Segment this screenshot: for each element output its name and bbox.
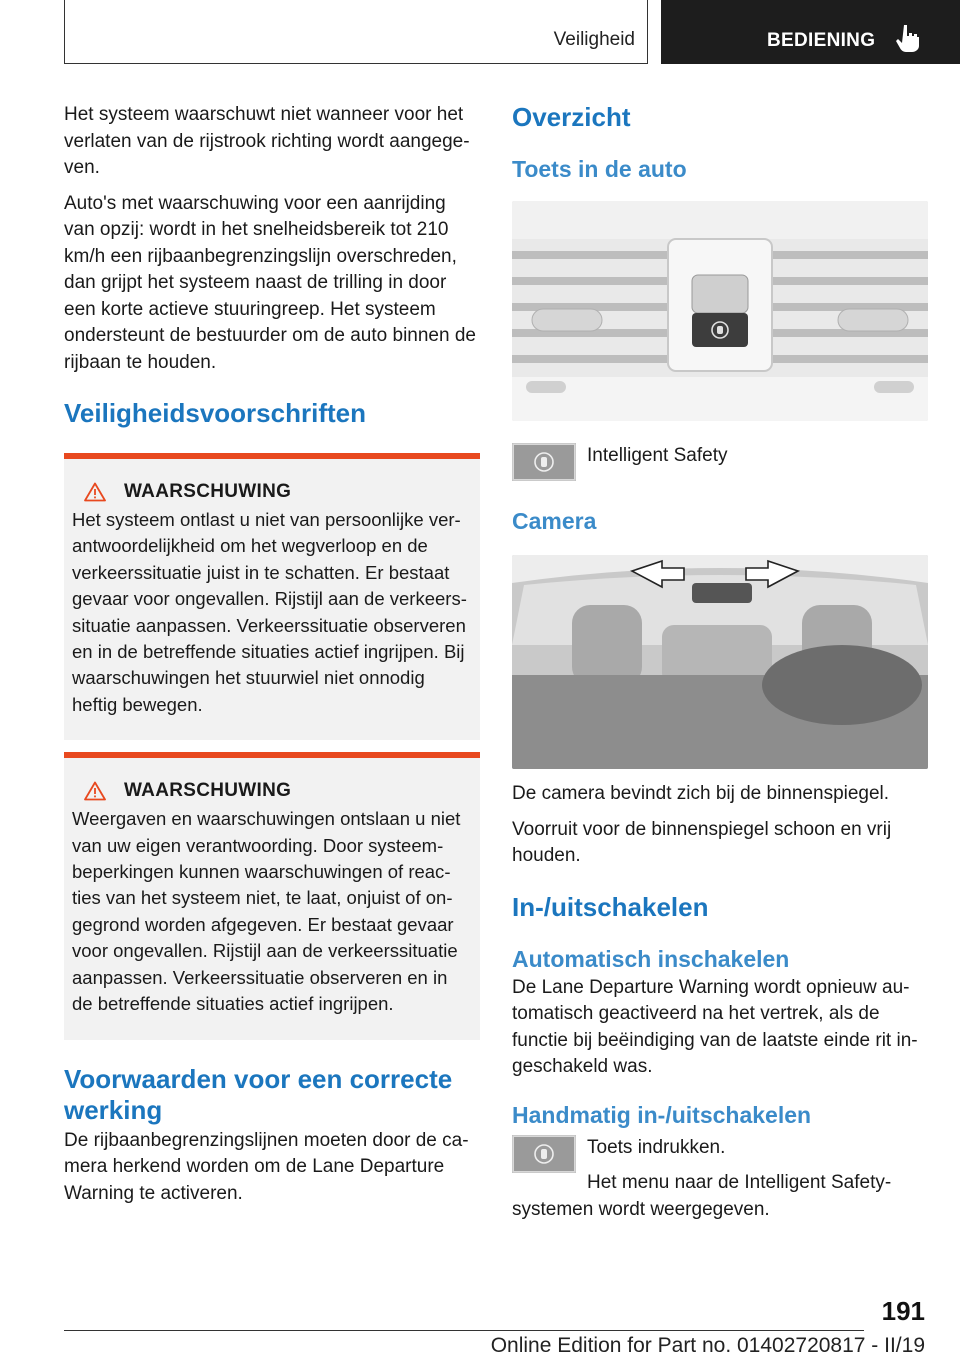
- header-section-box: [64, 0, 648, 64]
- button-heading: Toets in de auto: [512, 156, 687, 182]
- footer-edition: Online Edition for Part no. 01402720817 - II/19: [490, 1334, 925, 1357]
- camera-text: Voorruit voor de binnenspiegel schoon en vrij houden.: [512, 818, 892, 866]
- camera-heading: Camera: [512, 508, 597, 534]
- warning-title: WAARSCHUWING: [124, 481, 292, 502]
- right-column: [512, 102, 928, 1223]
- warning-text: Het systeem ontlast u niet van persoonlijke verantwoordelijkheid om het wegverloop en de verkeerssituatie juist in te schatten. Er bestaat gevaar voor ongevallen. Rijstijl aan de verkeerssituatie aanpassen. Verkeerssituatie observeren en in de betreffende situaties actief ingrijpen. Bij waarschuwingen het stuurwiel niet onnodig heftig bewegen.: [72, 509, 467, 715]
- warning-triangle-icon: [84, 482, 106, 502]
- warning-box: [64, 752, 480, 1039]
- overview-heading: Overzicht: [512, 102, 631, 132]
- conditions-heading: Voorwaarden voor een correcte werking: [64, 1063, 453, 1125]
- auto-text: De Lane Departure Warning wordt opnieuw automatisch geactiveerd na het vertrek, als de functie bij beëindiging van de laatste einde rit ingeschakeld was.: [512, 976, 918, 1077]
- intelligent-safety-button-icon: [512, 443, 576, 481]
- auto-heading: Automatisch inschakelen: [512, 945, 790, 972]
- switch-heading: In-/uitschakelen: [512, 891, 709, 922]
- camera-photo: [512, 555, 928, 769]
- header-chapter-box: [661, 0, 960, 64]
- manual-heading: Handmatig in-/uitschakelen: [512, 1101, 812, 1128]
- intro-paragraph: Het systeem waarschuwt niet wanneer voor het verlaten van de rijstrook richting wordt aangegeven.: [64, 104, 470, 178]
- camera-text: De camera bevindt zich bij de binnenspiegel.: [512, 783, 890, 804]
- safety-heading: Veiligheidsvoorschriften: [64, 398, 366, 428]
- manual-text: Het menu naar de Intelligent Safety-systemen wordt weergegeven.: [512, 1172, 892, 1220]
- warning-text: Weergaven en waarschuwingen ontslaan u niet van uw eigen verantwoording. Door systeembeperkingen kunnen waarschuwingen of reacties van het systeem niet, te laat, onjuist of ongegrond worden afgegeven. Er bestaat gevaar voor ongevallen. Rijstijl aan de verkeerssituatie aanpassen. Verkeerssituatie observeren en in de betreffende situaties actief ingrijpen.: [72, 808, 461, 1015]
- header-section-title: Veiligheid: [553, 29, 635, 50]
- intro-paragraph: Auto's met waarschuwing voor een aanrijding van opzij: wordt in het snelheidsbereik tot 210 km/h een rijbaanbegrenzingslijn overschreden, dan grijpt het systeem naast de trilling in door een korte actieve stuuringreep. Het systeem ondersteunt de bestuurder om de auto binnen de rijbaan te houden.: [64, 192, 476, 373]
- warning-triangle-icon: [84, 781, 106, 801]
- button-caption: Intelligent Safety: [587, 445, 728, 466]
- footer-divider: [64, 1330, 864, 1331]
- page-number: 191: [881, 1296, 925, 1326]
- button-photo: [512, 201, 928, 421]
- warning-box: [64, 453, 480, 740]
- left-column: [64, 102, 480, 1207]
- warning-title: WAARSCHUWING: [124, 780, 292, 802]
- intelligent-safety-button-icon: [512, 1135, 576, 1173]
- header-chapter-title: BEDIENING: [767, 30, 876, 51]
- manual-step: Toets indrukken.: [587, 1136, 726, 1158]
- pointing-hand-icon: [895, 24, 921, 52]
- conditions-text: De rijbaanbegrenzingslijnen moeten door de camera herkend worden om de Lane Departure Warning te activeren.: [64, 1129, 469, 1204]
